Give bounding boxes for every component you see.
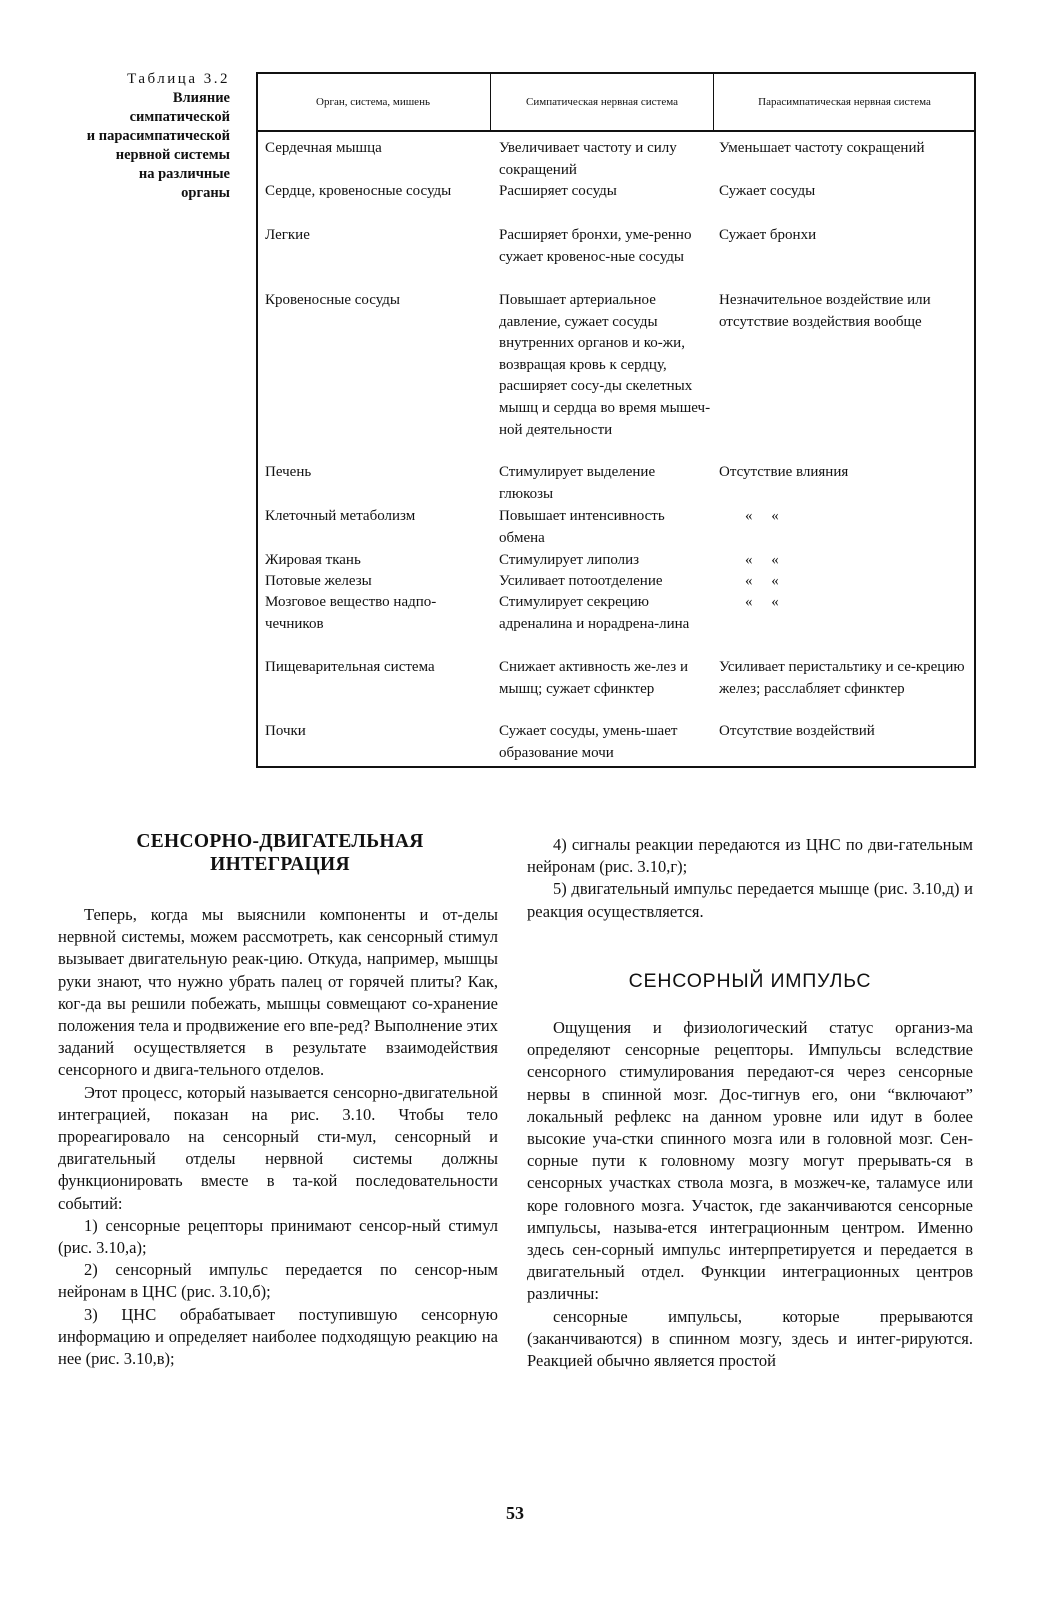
table-cell: Сужает сосуды [719, 183, 816, 199]
nervous-system-table [256, 72, 976, 768]
right-column-text [527, 1017, 973, 1372]
list-item: 5) двигательный импульс передается мышце (рис. 3.10,д) и реакция осуществляется. [527, 879, 973, 921]
section-heading: СЕНСОРНЫЙ ИМПУЛЬС [628, 970, 872, 992]
table-cell: Сужает бронхи [719, 227, 817, 243]
table-cell: Потовые железы [265, 573, 372, 589]
table-cell: Усиливает потоотделение [499, 573, 663, 589]
table-cell: Стимулирует секрецию адреналина и норадрена-лина [499, 594, 690, 632]
section-heading [90, 830, 470, 876]
page-number: 53 [506, 1503, 524, 1523]
table-cell: Отсутствие воздействий [719, 723, 875, 739]
table-header [258, 74, 974, 132]
table-cell: Повышает интенсивность обмена [499, 508, 665, 546]
left-column-text [58, 904, 498, 1370]
table-cell: Стимулирует выделение глюкозы [499, 464, 656, 502]
table-caption-line: органы [181, 185, 230, 201]
right-column-continuation [527, 834, 973, 923]
table-cell: Усиливает перистальтику и се-крецию желез; расслабляет сфинктер [719, 659, 965, 697]
table-cell: Сужает сосуды, умень-шает образование мочи [499, 723, 678, 761]
table-cell: Повышает артериальное давление, сужает сосуды внутренних органов и ко-жи, возвращая кровь к сердцу, расширяет сосу-ды скелетных мышц и сердца во время мышеч-ной деятельности [499, 292, 711, 438]
table-caption-line: Влияние [172, 90, 230, 106]
table-cell: « « [745, 594, 779, 610]
table-cell: Отсутствие влияния [719, 464, 849, 480]
table-caption-title [40, 89, 230, 203]
paragraph: Этот процесс, который называется сенсорно-двигательной интеграцией, показан на рис. 3.10. Чтобы тело прореагировало на сенсорный сти-мул, сенсорный и двигательный отделы нервной системы должны функционировать вместе в та-кой последовательности событий: [58, 1082, 498, 1213]
paragraph: Ощущения и физиологический статус организ-ма определяют сенсорные рецепторы. Импульсы вследствие сенсорного стимулирования передают-ся через сенсорные нервы в спинной мозг. Дос-тигнув его, они “включают” локальный рефлекс на данном уровне или идут в более высокие уча-стки спинного мозга или в головной мозг. Сен-сорные пути к головному мозгу могут прерывать-ся в сенсорных участках ствола мозга, в мозжеч-ке, таламусе или коре головного мозга. Участок, где заканчиваются сенсорные импульсы, называ-ется интеграционным центром. Именно здесь сен-сорный импульс интерпретируется и передается в двигательный отдел. Функции интеграционных центров различны: [527, 1018, 973, 1304]
paragraph: Теперь, когда мы выяснили компоненты и от-делы нервной системы, можем рассмотреть, как сенсорный стимул вызывает двигательную реак-цию. Откуда, например, мышцы руки знают, что нужно убрать палец от горячей плиты? Как, ког-да вы решили побежать, мышцы совмещают со-хранение положения тела и продвижение его впе-ред? Выполнение этих заданий осуществляется в результате взаимодействия сенсорного и двига-тельного отделов. [58, 905, 498, 1080]
table-cell: Увеличивает частоту и силу сокращений [499, 140, 677, 178]
table-cell: Жировая ткань [265, 552, 361, 568]
table-cell: Кровеносные сосуды [265, 292, 400, 308]
column-header: Парасимпатическая нервная система [713, 74, 975, 130]
table-cell: Печень [265, 464, 312, 480]
list-item: 3) ЦНС обрабатывает поступившую сенсорную информацию и определяет наиболее подходящую реакцию на нее (рис. 3.10,в); [58, 1304, 498, 1369]
table-cell: Сердце, кровеносные сосуды [265, 183, 452, 199]
table-cell: Стимулирует липолиз [499, 552, 640, 568]
table-caption-line: симпатической [129, 109, 230, 125]
section-heading-line: ИНТЕГРАЦИЯ [210, 854, 350, 875]
list-item: 4) сигналы реакции передаются из ЦНС по дви-гательным нейронам (рис. 3.10,г); [527, 835, 973, 877]
section-heading-line: СЕНСОРНО-ДВИГАТЕЛЬНАЯ [136, 831, 424, 852]
table-cell: Уменьшает частоту сокращений [719, 140, 925, 156]
paragraph: сенсорные импульсы, которые прерываются (заканчиваются) в спинном мозгу, здесь и интег-рируются. Реакцией обычно является простой [527, 1306, 973, 1371]
table-cell: Снижает активность же-лез и мышц; сужает сфинктер [499, 659, 689, 697]
table-cell: « « [745, 552, 779, 568]
table-cell: Расширяет сосуды [499, 183, 617, 199]
column-header: Орган, система, мишень [316, 96, 430, 108]
table-caption-line: нервной системы [115, 147, 230, 163]
table-cell: Незначительное воздействие или отсутствие воздействия вообще [719, 292, 931, 330]
table-caption-line: и парасимпатической [86, 128, 230, 144]
table-cell: « « [745, 508, 779, 524]
table-caption [40, 70, 230, 203]
table-cell: Легкие [265, 227, 310, 243]
table-cell: Пищеварительная система [265, 659, 435, 675]
table-cell: Клеточный метаболизм [265, 508, 416, 524]
table-cell: « « [745, 573, 779, 589]
table-cell: Расширяет бронхи, уме-ренно сужает кровенос-ные сосуды [499, 227, 692, 265]
table-cell: Сердечная мышца [265, 140, 382, 156]
table-caption-line: на различные [138, 166, 230, 182]
list-item: 1) сенсорные рецепторы принимают сенсор-ный стимул (рис. 3.10,а); [58, 1215, 498, 1258]
column-header: Симпатическая нервная система [490, 74, 713, 130]
table-cell: Почки [265, 723, 306, 739]
table-cell: Мозговое вещество надпо-чечников [265, 594, 437, 632]
table-caption-label: Таблица 3.2 [127, 71, 230, 87]
list-item: 2) сенсорный импульс передается по сенсор-ным нейронам в ЦНС (рис. 3.10,б); [58, 1260, 498, 1302]
